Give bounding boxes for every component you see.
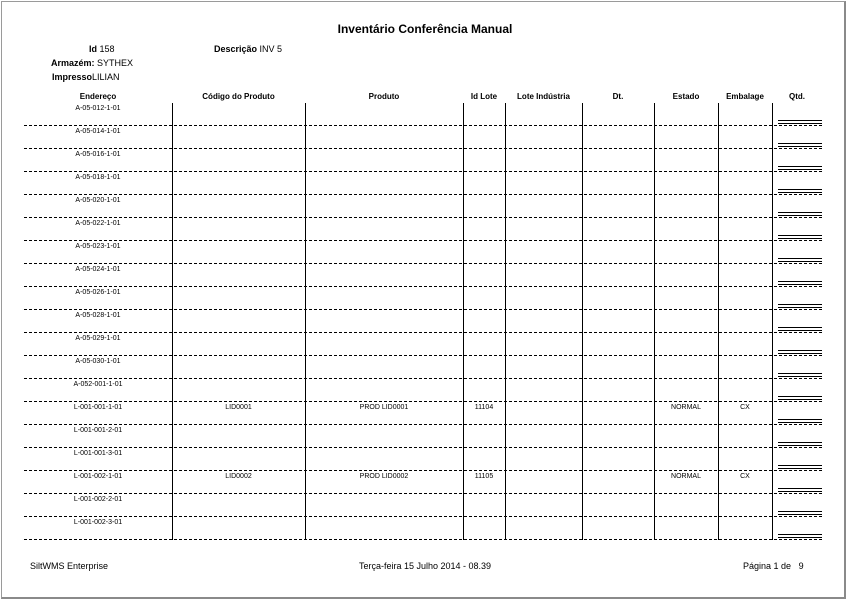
qty-entry-line: [778, 189, 822, 190]
cell-endereco: A-05-020-1-01: [75, 197, 121, 204]
cell-endereco: A-05-018-1-01: [75, 174, 121, 181]
armazem-value: SYTHEX: [97, 58, 134, 68]
row-separator: [24, 263, 822, 264]
cell-endereco: A-052-001-1-01: [73, 381, 123, 388]
qty-entry-line: [778, 304, 822, 305]
report-title: Inventário Conferência Manual: [337, 22, 513, 36]
report-page: [1, 1, 846, 599]
cell-endereco: A-05-026-1-01: [75, 289, 121, 296]
row-separator: [24, 194, 822, 195]
qty-entry-line: [778, 468, 822, 469]
cell-produto: PROD LID0002: [359, 473, 409, 480]
qty-entry-line: [778, 350, 822, 351]
column-divider: [582, 103, 583, 540]
header-id-lote: Id Lote: [470, 92, 498, 101]
qty-entry-line: [778, 491, 822, 492]
cell-embalagem: CX: [740, 473, 750, 480]
id-field: [89, 44, 115, 54]
qty-entry-line: [778, 373, 822, 374]
row-separator: [24, 286, 822, 287]
header-produto: Produto: [368, 92, 400, 101]
qty-entry-line: [778, 488, 822, 489]
cell-endereco: L-001-001-2-01: [73, 427, 123, 434]
row-separator: [24, 309, 822, 310]
cell-produto: PROD LID0001: [359, 404, 409, 411]
footer-date: Terça-feira 15 Julho 2014 - 08.39: [358, 561, 492, 571]
qty-entry-line: [778, 235, 822, 236]
qty-entry-line: [778, 146, 822, 147]
qty-entry-line: [778, 422, 822, 423]
qty-entry-line: [778, 261, 822, 262]
cell-endereco: A-05-012-1-01: [75, 105, 121, 112]
row-separator: [24, 424, 822, 425]
qty-entry-line: [778, 465, 822, 466]
cell-endereco: A-05-029-1-01: [75, 335, 121, 342]
cell-endereco: L-001-001-3-01: [73, 450, 123, 457]
row-separator: [24, 539, 822, 540]
qty-entry-line: [778, 511, 822, 512]
descricao-field: [214, 44, 282, 54]
cell-endereco: A-05-014-1-01: [75, 128, 121, 135]
page-label: Página 1 de: [743, 561, 792, 571]
header-qtd: Qtd.: [789, 92, 805, 101]
qty-entry-line: [778, 258, 822, 259]
qty-entry-line: [778, 445, 822, 446]
row-separator: [24, 516, 822, 517]
cell-codigo-produto: LID0001: [225, 404, 252, 411]
cell-endereco: A-05-022-1-01: [75, 220, 121, 227]
column-divider: [505, 103, 506, 540]
header-codigo-produto: Código do Produto: [202, 92, 275, 101]
cell-endereco: A-05-030-1-01: [75, 358, 121, 365]
qty-entry-line: [778, 281, 822, 282]
qty-entry-line: [778, 330, 822, 331]
row-separator: [24, 378, 822, 379]
cell-estado: NORMAL: [671, 473, 701, 480]
cell-embalagem: CX: [740, 404, 750, 411]
impresso-label: Impresso: [52, 72, 93, 82]
qty-entry-line: [778, 120, 822, 121]
cell-id-lote: 11105: [474, 473, 494, 480]
descricao-label: Descrição: [214, 44, 258, 54]
row-separator: [24, 447, 822, 448]
qty-entry-line: [778, 192, 822, 193]
header-lote-industria: Lote Indústria: [517, 92, 570, 101]
row-separator: [24, 332, 822, 333]
cell-codigo-produto: LID0002: [225, 473, 252, 480]
row-separator: [24, 355, 822, 356]
cell-endereco: L-001-002-3-01: [73, 519, 123, 526]
column-divider: [772, 103, 773, 540]
row-separator: [24, 470, 822, 471]
row-separator: [24, 240, 822, 241]
header-dt: Dt.: [612, 92, 624, 101]
row-separator: [24, 125, 822, 126]
header-embalagem: Embalage: [726, 92, 764, 101]
qty-entry-line: [778, 399, 822, 400]
cell-endereco: A-05-024-1-01: [75, 266, 121, 273]
cell-id-lote: 11104: [474, 404, 494, 411]
row-separator: [24, 148, 822, 149]
cell-endereco: L-001-002-1-01: [73, 473, 123, 480]
qty-entry-line: [778, 215, 822, 216]
impresso-value: LILIAN: [92, 72, 120, 82]
qty-entry-line: [778, 327, 822, 328]
page-total: 9: [798, 561, 804, 571]
qty-entry-line: [778, 307, 822, 308]
row-separator: [24, 217, 822, 218]
armazem-field: [51, 58, 133, 68]
cell-endereco: L-001-002-2-01: [73, 496, 123, 503]
qty-entry-line: [778, 212, 822, 213]
qty-entry-line: [778, 169, 822, 170]
qty-entry-line: [778, 238, 822, 239]
footer-pagination: [743, 561, 804, 571]
cell-endereco: A-05-023-1-01: [75, 243, 121, 250]
qty-entry-line: [778, 376, 822, 377]
cell-endereco: A-05-016-1-01: [75, 151, 121, 158]
id-label: Id: [89, 44, 97, 54]
row-separator: [24, 493, 822, 494]
armazem-label: Armazém:: [51, 58, 95, 68]
qty-entry-line: [778, 123, 822, 124]
qty-entry-line: [778, 419, 822, 420]
footer-app-name: SiltWMS Enterprise: [30, 561, 109, 571]
header-endereco: Endereço: [79, 92, 117, 101]
cell-estado: NORMAL: [671, 404, 701, 411]
id-value: 158: [99, 44, 115, 54]
impresso-field: [52, 72, 120, 82]
qty-entry-line: [778, 534, 822, 535]
qty-entry-line: [778, 442, 822, 443]
descricao-value: INV 5: [259, 44, 283, 54]
qty-entry-line: [778, 514, 822, 515]
qty-entry-line: [778, 396, 822, 397]
qty-entry-line: [778, 143, 822, 144]
cell-endereco: A-05-028-1-01: [75, 312, 121, 319]
qty-entry-line: [778, 353, 822, 354]
row-separator: [24, 171, 822, 172]
header-estado: Estado: [672, 92, 700, 101]
row-separator: [24, 401, 822, 402]
qty-entry-line: [778, 537, 822, 538]
qty-entry-line: [778, 166, 822, 167]
qty-entry-line: [778, 284, 822, 285]
cell-endereco: L-001-001-1-01: [73, 404, 123, 411]
